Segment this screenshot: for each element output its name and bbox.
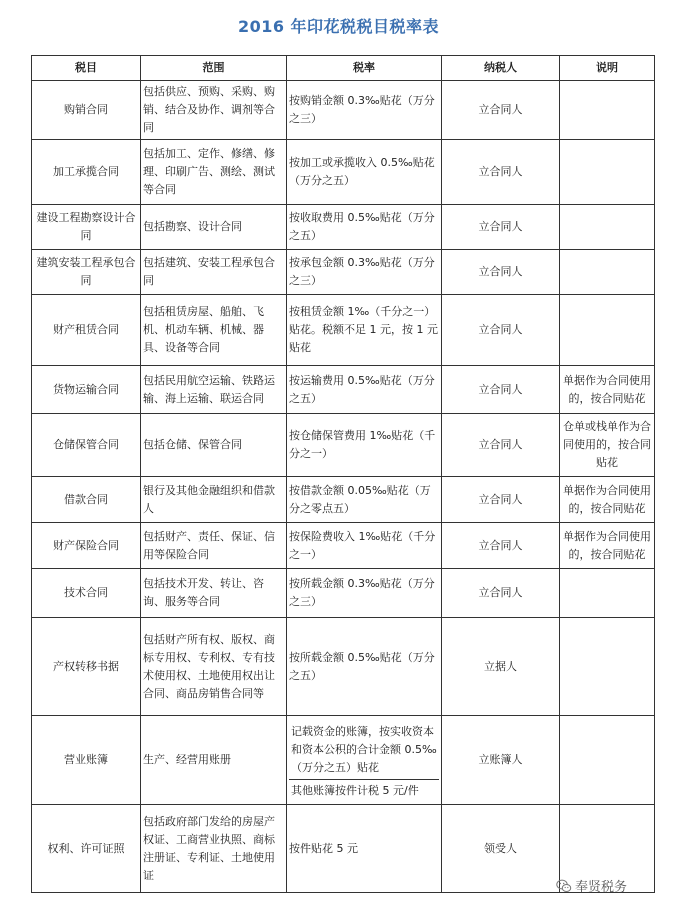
cell-rate: 按保险费收入 1‰贴花（千分之一） (287, 523, 442, 569)
table-row (32, 140, 655, 205)
header-item: 税目 (32, 56, 141, 81)
cell-scope: 包括财产、责任、保证、信用等保险合同 (141, 523, 287, 569)
cell-scope: 包括民用航空运输、铁路运输、海上运输、联运合同 (141, 366, 287, 414)
watermark-text: 奉贤税务 (575, 880, 628, 895)
cell-note (560, 140, 655, 205)
cell-item: 借款合同 (32, 477, 141, 523)
cell-taxpayer: 领受人 (442, 805, 560, 893)
cell-taxpayer: 立账簿人 (442, 716, 560, 805)
table-row (32, 366, 655, 414)
cell-note: 仓单或栈单作为合同使用的，按合同贴花 (560, 414, 655, 477)
cell-scope: 包括租赁房屋、船舶、飞机、机动车辆、机械、器具、设备等合同 (141, 295, 287, 366)
cell-scope: 包括供应、预购、采购、购销、结合及协作、调剂等合同 (141, 81, 287, 140)
cell-note (560, 81, 655, 140)
cell-item: 财产租赁合同 (32, 295, 141, 366)
cell-taxpayer: 立合同人 (442, 569, 560, 618)
cell-note (560, 618, 655, 716)
cell-taxpayer: 立合同人 (442, 250, 560, 295)
cell-scope: 包括技术开发、转让、咨询、服务等合同 (141, 569, 287, 618)
cell-taxpayer: 立据人 (442, 618, 560, 716)
cell-note (560, 295, 655, 366)
cell-rate (287, 716, 442, 805)
cell-item: 财产保险合同 (32, 523, 141, 569)
cell-scope: 包括加工、定作、修缮、修理、印刷广告、测绘、测试等合同 (141, 140, 287, 205)
cell-note (560, 716, 655, 805)
cell-item: 建筑安装工程承包合同 (32, 250, 141, 295)
cell-item: 加工承揽合同 (32, 140, 141, 205)
cell-item: 权利、许可证照 (32, 805, 141, 893)
table-row (32, 295, 655, 366)
cell-taxpayer: 立合同人 (442, 81, 560, 140)
table-row (32, 618, 655, 716)
header-scope: 范围 (141, 56, 287, 81)
cell-scope: 包括政府部门发给的房屋产权证、工商营业执照、商标注册证、专利证、土地使用证 (141, 805, 287, 893)
cell-rate: 按件贴花 5 元 (287, 805, 442, 893)
page-title: 2016 年印花税税目税率表 (237, 17, 440, 36)
table-row (32, 716, 655, 805)
cell-rate: 按承包金额 0.3‰贴花（万分之三） (287, 250, 442, 295)
cell-rate: 按所载金额 0.3‰贴花（万分之三） (287, 569, 442, 618)
cell-rate: 按加工或承揽收入 0.5‰贴花（万分之五） (287, 140, 442, 205)
cell-rate: 按购销金额 0.3‰贴花（万分之三） (287, 81, 442, 140)
cell-item: 技术合同 (32, 569, 141, 618)
cell-scope: 生产、经营用账册 (141, 716, 287, 805)
cell-taxpayer: 立合同人 (442, 477, 560, 523)
table-row (32, 250, 655, 295)
cell-taxpayer: 立合同人 (442, 523, 560, 569)
table-row (32, 523, 655, 569)
cell-item: 货物运输合同 (32, 366, 141, 414)
cell-scope: 银行及其他金融组织和借款人 (141, 477, 287, 523)
cell-scope: 包括财产所有权、版权、商标专用权、专利权、专有技术使用权、土地使用权出让合同、商品房销售合同等 (141, 618, 287, 716)
cell-item: 营业账簿 (32, 716, 141, 805)
cell-taxpayer: 立合同人 (442, 414, 560, 477)
header-rate: 税率 (287, 56, 442, 81)
header-taxpayer: 纳税人 (442, 56, 560, 81)
cell-taxpayer: 立合同人 (442, 205, 560, 250)
cell-rate: 按租赁金额 1‰（千分之一）贴花。税额不足 1 元，按 1 元贴花 (287, 295, 442, 366)
cell-note (560, 205, 655, 250)
cell-scope: 包括建筑、安装工程承包合同 (141, 250, 287, 295)
table-row (32, 205, 655, 250)
cell-rate: 按借款金额 0.05‰贴花（万分之零点五） (287, 477, 442, 523)
header-note: 说明 (560, 56, 655, 81)
cell-note: 单据作为合同使用的，按合同贴花 (560, 366, 655, 414)
cell-rate: 按仓储保管费用 1‰贴花（千分之一） (287, 414, 442, 477)
cell-note (560, 250, 655, 295)
table-row (32, 414, 655, 477)
cell-taxpayer: 立合同人 (442, 295, 560, 366)
cell-scope: 包括勘察、设计合同 (141, 205, 287, 250)
cell-rate: 按运输费用 0.5‰贴花（万分之五） (287, 366, 442, 414)
wechat-icon (556, 878, 572, 894)
table-row (32, 477, 655, 523)
rate-other-account-books: 其他账簿按件计税 5 元/件 (291, 783, 419, 797)
cell-note: 单据作为合同使用的，按合同贴花 (560, 477, 655, 523)
table-row (32, 81, 655, 140)
cell-note: 单据作为合同使用的，按合同贴花 (560, 523, 655, 569)
cell-rate: 按所载金额 0.5‰贴花（万分之五） (287, 618, 442, 716)
cell-rate: 按收取费用 0.5‰贴花（万分之五） (287, 205, 442, 250)
table-header-row (32, 56, 655, 81)
cell-item: 产权转移书据 (32, 618, 141, 716)
cell-taxpayer: 立合同人 (442, 140, 560, 205)
cell-item: 购销合同 (32, 81, 141, 140)
cell-item: 建设工程勘察设计合同 (32, 205, 141, 250)
cell-note (560, 569, 655, 618)
tax-rate-table (31, 55, 655, 893)
cell-taxpayer: 立合同人 (442, 366, 560, 414)
cell-item: 仓储保管合同 (32, 414, 141, 477)
table-row (32, 569, 655, 618)
cell-scope: 包括仓储、保管合同 (141, 414, 287, 477)
rate-capital-account-books: 记载资金的账簿，按实收资本和资本公积的合计金额 0.5‰（万分之五）贴花 (289, 719, 439, 780)
watermark (556, 876, 627, 895)
